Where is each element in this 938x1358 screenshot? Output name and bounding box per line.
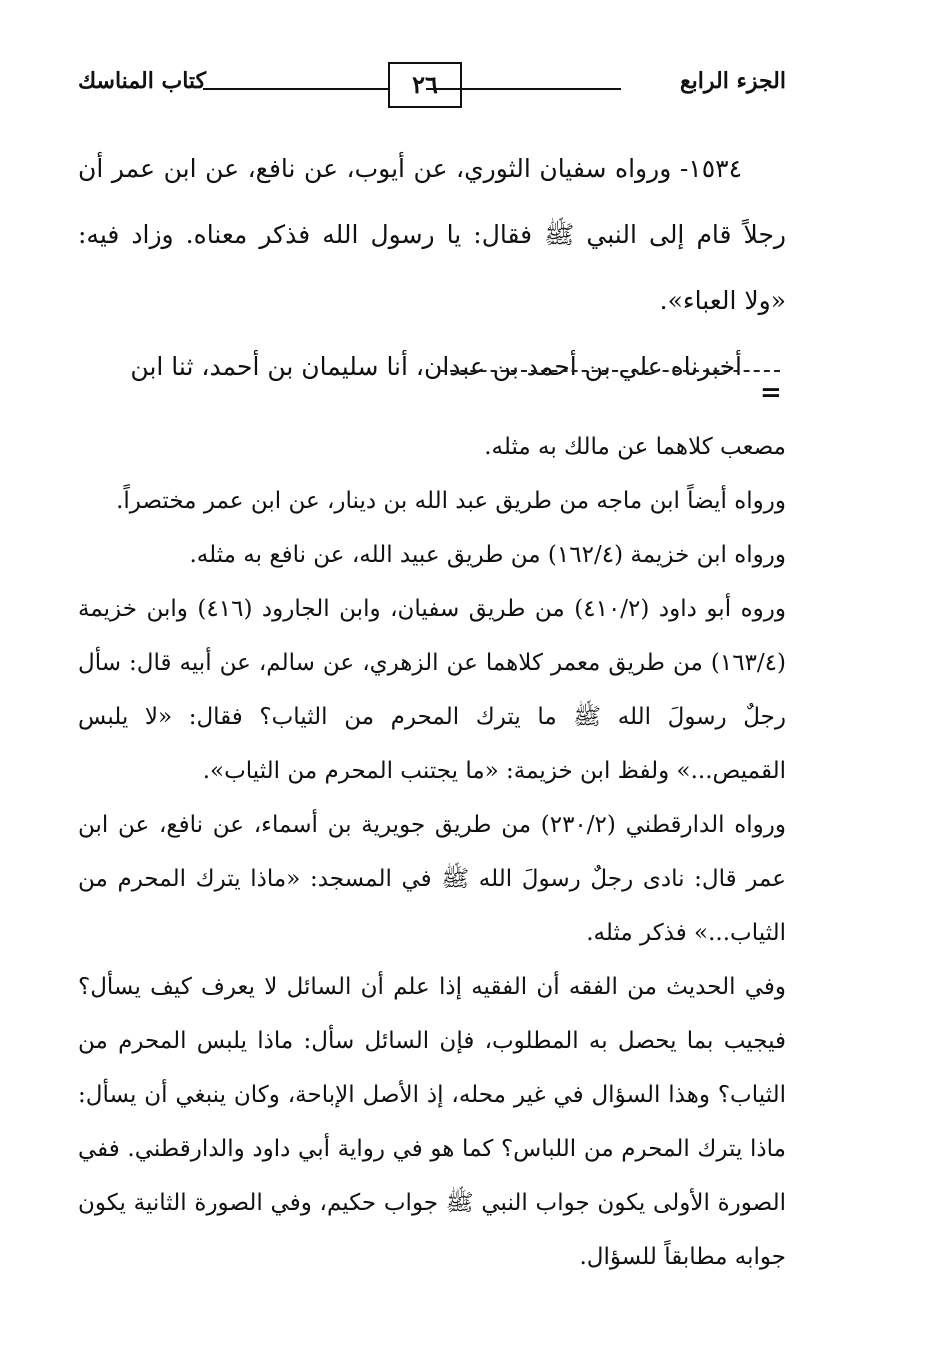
- footnote-line: مصعب كلاهما عن مالك به مثله.: [484, 434, 786, 460]
- footnotes: [78, 420, 786, 1284]
- part-title: الجزء الرابع: [679, 68, 786, 94]
- main-text: [78, 136, 786, 400]
- header-rule-left: [203, 88, 388, 90]
- continuation-mark: =: [760, 378, 782, 408]
- running-header: [78, 60, 786, 110]
- footnote-line: ورواه أيضاً ابن ماجه من طريق عبد الله بن دينار، عن ابن عمر مختصراً.: [116, 488, 786, 514]
- page-number: ٢٦: [388, 62, 462, 108]
- footnote-line: ورواه ابن خزيمة (١٦٢/٤) من طريق عبيد الله، عن نافع به مثله.: [189, 542, 786, 568]
- footnote-line: ورواه الدارقطني (٢٣٠/٢) من طريق جويرية بن أسماء، عن نافع، عن ابن عمر قال: نادى رجلٌ رسولَ الله ﷺ في المسجد: «ماذا يترك المحرم من الثياب...» فذكر مثله.: [78, 812, 786, 946]
- hadith-paragraph: ١٥٣٤- ورواه سفيان الثوري، عن أيوب، عن نافع، عن ابن عمر أن رجلاً قام إلى النبي ﷺ فقال: يا رسول الله فذكر معناه. وزاد فيه: «ولا العباء».: [78, 154, 786, 315]
- footnote-line: وفي الحديث من الفقه أن الفقيه إذا علم أن السائل لا يعرف كيف يسأل؟ فيجيب بما يحصل به المطلوب، فإن السائل سأل: ماذا يلبس المحرم من الثياب؟ وهذا السؤال في غير محله، إذ الأصل الإباحة، وكان ينبغي أن يسأل: ماذا يترك المحرم من اللباس؟ كما هو في رواية أبي داود والدارقطني. ففي الصورة الأولى يكون جواب النبي ﷺ جواب حكيم، وفي الصورة الثانية يكون جوابه مطابقاً للسؤال.: [78, 974, 786, 1270]
- book-title: كتاب المناسك: [78, 68, 207, 94]
- isnad-paragraph: أخبرناه علي بن أحمد بن عبدان، أنا سليمان بن أحمد، ثنا ابن: [130, 352, 742, 381]
- footnote-divider: [440, 370, 780, 372]
- footnote-line: وروه أبو داود (٤١٠/٢) من طريق سفيان، وابن الجارود (٤١٦) وابن خزيمة (١٦٣/٤) من طريق معمر كلاهما عن الزهري، عن سالم، عن أبيه قال: سأل رجلٌ رسولَ الله ﷺ ما يترك المحرم من الثياب؟ فقال: «لا يلبس القميص...» ولفظ ابن خزيمة: «ما يجتنب المحرم من الثياب».: [78, 596, 786, 784]
